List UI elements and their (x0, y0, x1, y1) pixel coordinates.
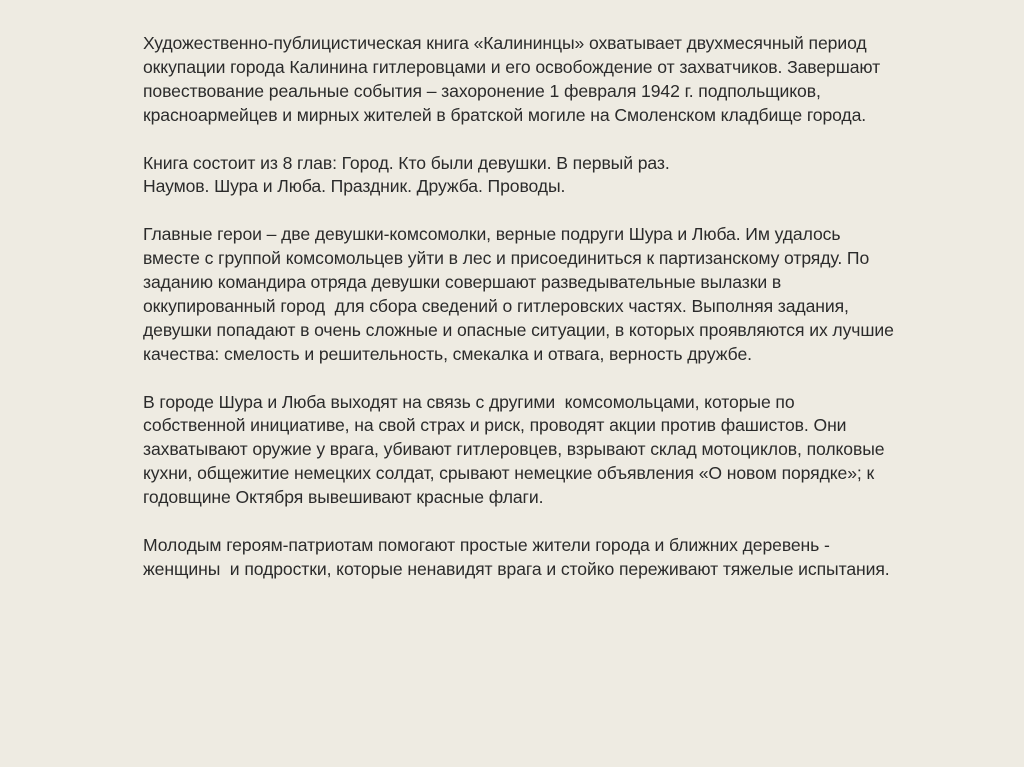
text-line: Главные герои – две девушки-комсомолки, верные подруги Шура и Люба. Им удалось (143, 224, 841, 245)
text-line: захватывают оружие у врага, убивают гитлеровцев, взрывают склад мотоциклов, полковые (143, 439, 885, 460)
text-line: Художественно-публицистическая книга «Калининцы» охватывает двухмесячный период (143, 33, 867, 53)
text-line: женщины и подростки, которые ненавидят врага и стойко переживают тяжелые испытания. (143, 558, 890, 579)
paragraph-heroes (143, 223, 973, 366)
text-line: заданию командира отряда девушки совершают разведывательные вылазки в (143, 272, 782, 293)
text-line: оккупированный город для сбора сведений о гитлеровских частях. Выполняя задания, (143, 295, 849, 316)
paragraph-helpers (143, 534, 973, 582)
text-line: годовщине Октября вывешивают красные флаги. (143, 487, 544, 508)
text-line: качества: смелость и решительность, смекалка и отвага, верность дружбе. (143, 343, 752, 364)
text-line: Книга состоит из 8 глав: Город. Кто были девушки. В первый раз. (143, 152, 670, 173)
text-body (143, 32, 973, 606)
text-line: кухни, общежитие немецких солдат, срывают немецкие объявления «О новом порядке»; к (143, 463, 875, 484)
paragraph-intro (143, 32, 973, 128)
text-line: повествование реальные события – захоронение 1 февраля 1942 г. подпольщиков, (143, 80, 821, 101)
text-line: Наумов. Шура и Люба. Праздник. Дружба. Проводы. (143, 176, 566, 197)
text-line: Молодым героям-патриотам помогают простые жители города и ближних деревень - (143, 534, 830, 555)
text-line: В городе Шура и Люба выходят на связь с другими комсомольцами, которые по (143, 391, 795, 412)
text-line: оккупации города Калинина гитлеровцами и его освобождение от захватчиков. Завершают (143, 56, 881, 77)
text-line: вместе с группой комсомольцев уйти в лес и присоединиться к партизанскому отряду. По (143, 248, 870, 269)
paragraph-city (143, 391, 973, 511)
text-line: красноармейцев и мирных жителей в братской могиле на Смоленском кладбище города. (143, 104, 867, 125)
text-line: девушки попадают в очень сложные и опасные ситуации, в которых проявляются их лучшие (143, 319, 894, 340)
paragraph-chapters (143, 152, 973, 200)
text-line: собственной инициативе, на свой страх и риск, проводят акции против фашистов. Они (143, 415, 847, 436)
